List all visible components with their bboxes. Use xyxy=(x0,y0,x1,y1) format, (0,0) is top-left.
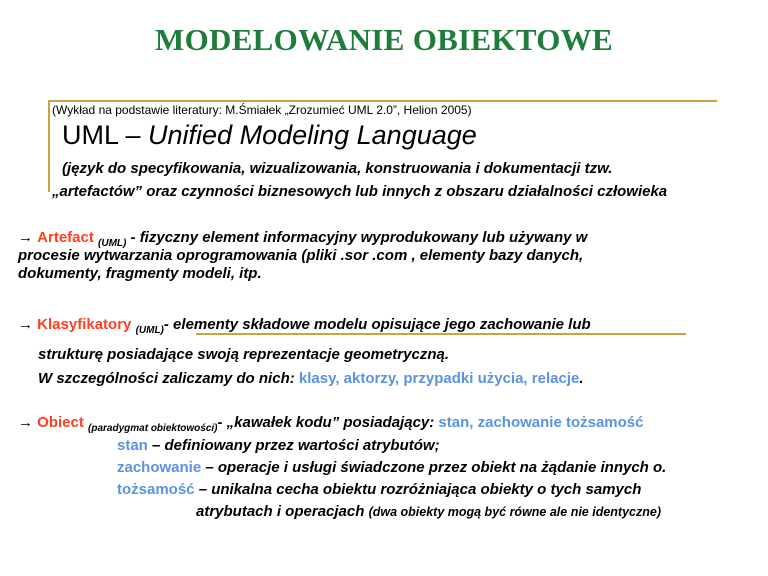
zachowanie-def: – operacje i usługi świadczone przez obiekt na żądanie innych o. xyxy=(201,459,667,476)
klasyfikatory-def1: - elementy składowe modelu opisujące jego zachowanie lub xyxy=(163,316,591,333)
uml-abbr: UML – xyxy=(62,120,149,150)
uml-desc-line1: (język do specyfikowania, wizualizowania, konstruowania i dokumentacji tzw. xyxy=(62,160,613,177)
tozsamosc-term: tożsamość xyxy=(117,481,195,498)
obiect-tozsamosc-line2 xyxy=(196,503,661,520)
source-note: (Wykład na podstawie literatury: M.Śmiałek „Zrozumieć UML 2.0”, Helion 2005) xyxy=(52,103,472,117)
artefact-line1 xyxy=(18,229,587,249)
uml-heading xyxy=(62,120,477,151)
uml-full-name: Unified Modeling Language xyxy=(148,120,477,150)
obiect-term: Obiect xyxy=(37,414,84,431)
artefact-sub: (UML) xyxy=(98,238,127,249)
uml-desc-line2: „artefactów” oraz czynności biznesowych lub innych z obszaru działalności człowieka xyxy=(52,183,668,200)
page-title: MODELOWANIE OBIEKTOWE xyxy=(155,22,613,57)
klasyfikatory-sub: (UML) xyxy=(135,325,164,336)
tozsamosc-def: – unikalna cecha obiektu rozróżniająca obiekty o tych samych xyxy=(194,481,642,498)
obiect-sub: (paradygmat obiektowości) xyxy=(88,423,218,434)
artefact-term: Artefact xyxy=(37,229,94,246)
obiect-tozsamosc-line xyxy=(117,481,641,498)
arrow-icon: → xyxy=(18,414,38,431)
klasyfikatory-def2: strukturę posiadające swoją reprezentacje geometryczną. xyxy=(38,346,449,363)
klasyfikatory-def3 xyxy=(38,370,584,387)
klasyfikatory-def3-prefix: W szczególności zaliczamy do nich: xyxy=(38,370,299,387)
obiect-items: stan, zachowanie tożsamość xyxy=(438,414,644,431)
artefact-def2: procesie wytwarzania oprogramowania (pliki .sor .com , elementy bazy danych, xyxy=(18,247,584,264)
obiect-def1: - „kawałek kodu” posiadający: xyxy=(217,414,439,431)
obiect-line1 xyxy=(18,414,644,434)
klasyfikatory-items: klasy, aktorzy, przypadki użycia, relacje xyxy=(298,370,580,387)
tozsamosc-def2: atrybutach i operacjach xyxy=(196,503,369,520)
zachowanie-term: zachowanie xyxy=(117,459,202,476)
top-rule xyxy=(48,100,717,102)
artefact-def1: - fizyczny element informacyjny wyprodukowany lub używany w xyxy=(126,229,588,246)
klasyfikatory-line1 xyxy=(18,316,591,336)
arrow-icon: → xyxy=(18,229,38,246)
obiect-zachowanie-line xyxy=(117,459,666,476)
tozsamosc-note: (dwa obiekty mogą być równe ale nie identyczne) xyxy=(368,505,661,519)
stan-term: stan xyxy=(117,437,148,454)
left-rule xyxy=(48,100,50,192)
obiect-stan-line xyxy=(117,437,440,454)
artefact-def3: dokumenty, fragmenty modeli, itp. xyxy=(18,265,262,282)
klasyfikatory-def3-suffix: . xyxy=(579,370,584,387)
klasyfikatory-term: Klasyfikatory xyxy=(37,316,132,333)
arrow-icon: → xyxy=(18,316,38,333)
stan-def: – definiowany przez wartości atrybutów; xyxy=(147,437,440,454)
